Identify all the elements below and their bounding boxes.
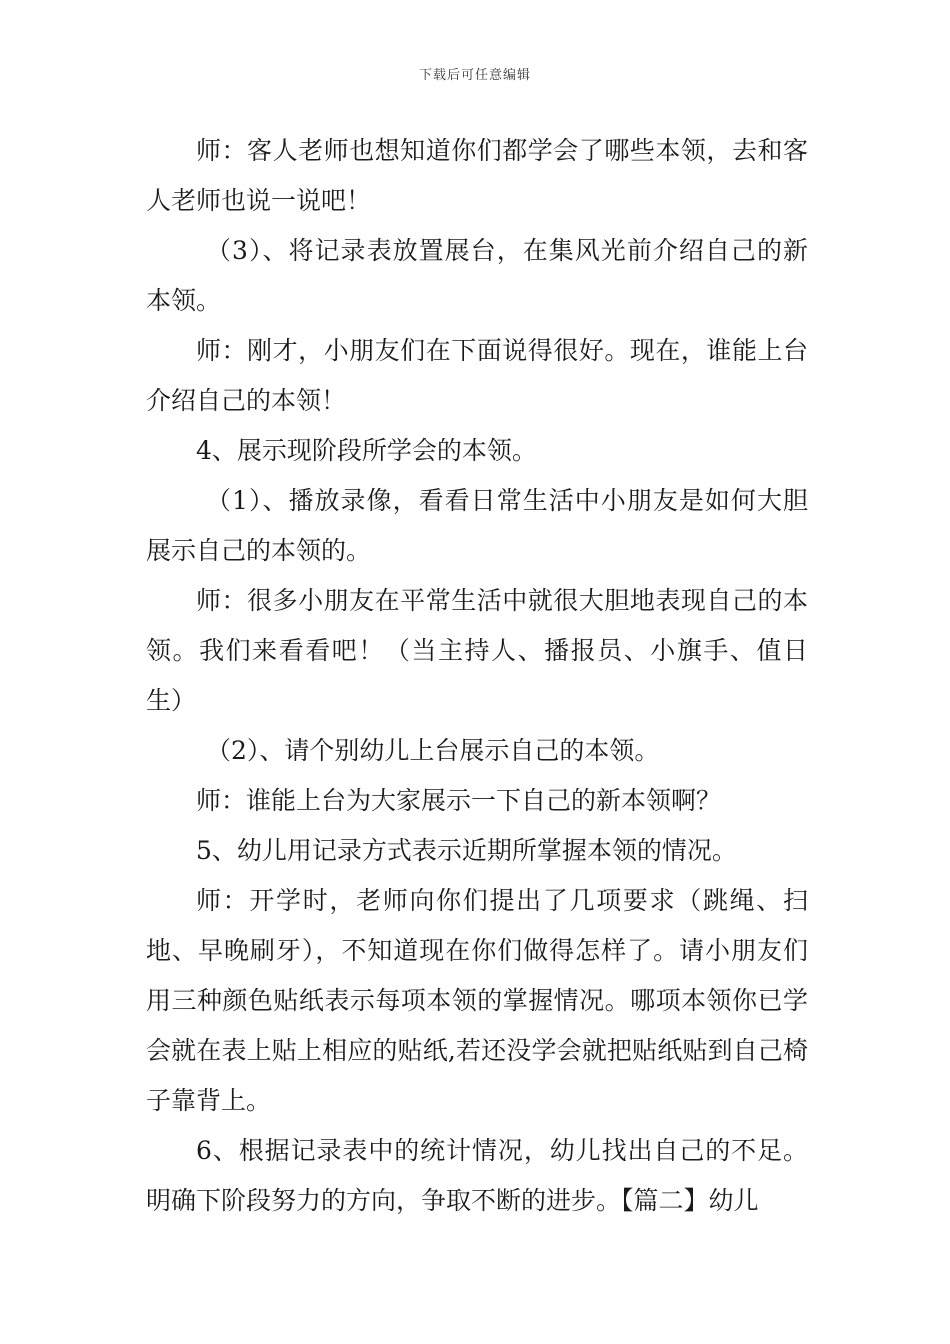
paragraph: 师：谁能上台为大家展示一下自己的新本领啊？ bbox=[196, 786, 722, 815]
paragraph: （1）、播放录像，看看日常生活中小朋友是如何大胆展示自己的本领的。 bbox=[146, 486, 808, 565]
document-body bbox=[146, 126, 808, 1226]
paragraph: 6、根据记录表中的统计情况，幼儿找出自己的不足。明确下阶段努力的方向，争取不断的进步。【篇二】幼儿 bbox=[146, 1136, 808, 1215]
paragraph: 5、幼儿用记录方式表示近期所掌握本领的情况。 bbox=[196, 836, 737, 865]
paragraph: （3）、将记录表放置展台，在集风光前介绍自己的新本领。 bbox=[146, 236, 808, 315]
header-note: 下载后可任意编辑 bbox=[418, 68, 531, 83]
paragraph: 师：客人老师也想知道你们都学会了哪些本领，去和客人老师也说一说吧！ bbox=[146, 136, 808, 215]
paragraph: 师：开学时，老师向你们提出了几项要求（跳绳、扫地、早晚刷牙），不知道现在你们做得怎样了。请小朋友们用三种颜色贴纸表示每项本领的掌握情况。哪项本领你已学会就在表上贴上相应的贴纸,若还没学会就把贴纸贴到自己椅子靠背上。 bbox=[146, 886, 808, 1115]
paragraph: 4、展示现阶段所学会的本领。 bbox=[196, 436, 537, 465]
paragraph: 师：刚才，小朋友们在下面说得很好。现在，谁能上台介绍自己的本领！ bbox=[146, 336, 808, 415]
paragraph: （2）、请个别幼儿上台展示自己的本领。 bbox=[206, 736, 660, 765]
paragraph: 师：很多小朋友在平常生活中就很大胆地表现自己的本领。我们来看看吧！（当主持人、播报员、小旗手、值日生） bbox=[146, 586, 808, 715]
